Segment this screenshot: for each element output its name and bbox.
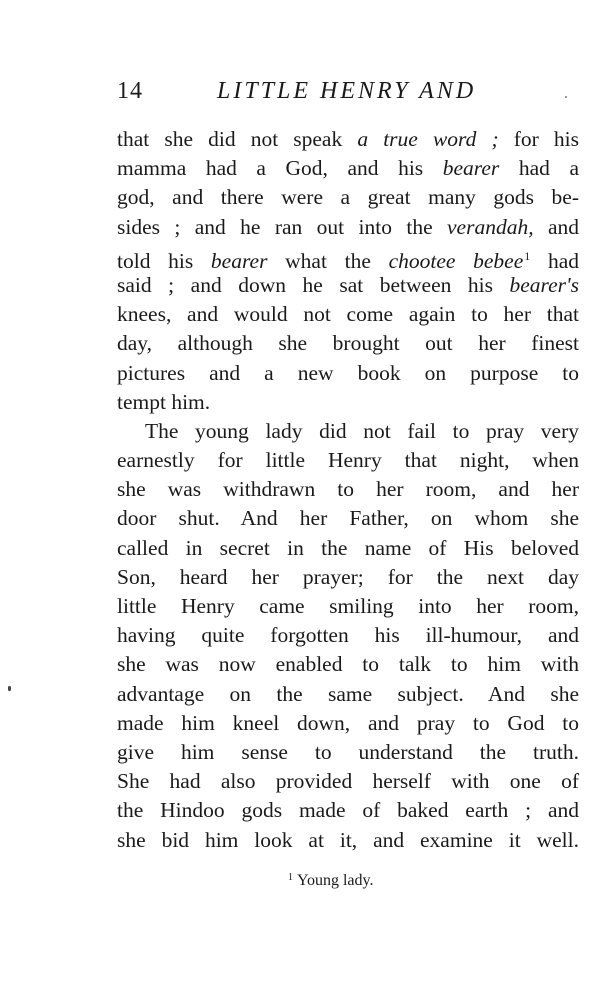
text-line: said ; and down he sat between his bearer's [117, 272, 579, 297]
text-line: she was now enabled to talk to him with [117, 652, 579, 677]
text-line: She had also provided herself with one of [117, 769, 579, 794]
footnote [288, 872, 373, 890]
text-line: tempt him. [117, 389, 211, 414]
footnote-text: Young lady. [297, 872, 374, 889]
text-line: door shut. And her Father, on whom she [117, 506, 579, 531]
footnote-marker: 1 [288, 872, 293, 883]
text-line: knees, and would not come again to her that [117, 302, 579, 327]
text-line: called in secret in the name of His beloved [117, 535, 579, 560]
text-line: day, although she brought out her finest [117, 331, 579, 356]
text-line: told his bearer what the chootee bebee$^1$ had [117, 248, 579, 273]
text-line: mamma had a God, and his bearer had a [117, 156, 579, 181]
page-header [117, 78, 487, 108]
text-line: she was withdrawn to her room, and her [117, 477, 579, 502]
text-line: earnestly for little Henry that night, when [117, 448, 579, 473]
running-head: LITTLE HENRY AND [217, 78, 477, 104]
ink-dot [565, 96, 567, 98]
text-line: give him sense to understand the truth. [117, 739, 579, 764]
text-line: made him kneel down, and pray to God to [117, 710, 579, 735]
text-line: The young lady did not fail to pray very [145, 418, 579, 443]
text-line: having quite forgotten his ill-humour, and [117, 623, 579, 648]
text-line: little Henry came smiling into her room, [117, 594, 579, 618]
text-line: god, and there were a great many gods be- [117, 185, 579, 210]
text-line: the Hindoo gods made of baked earth ; and [117, 798, 579, 823]
page-number: 14 [117, 78, 143, 104]
text-line: that she did not speak a true word ; for his [117, 127, 579, 151]
text-line: she bid him look at it, and examine it well. [117, 827, 579, 852]
text-line: Son, heard her prayer; for the next day [117, 564, 579, 589]
text-line: advantage on the same subject. And she [117, 681, 579, 706]
body-text [117, 125, 579, 855]
footnote-reference: 1 [524, 248, 531, 263]
text-line: sides ; and he ran out into the verandah, and [117, 214, 580, 239]
ink-speck [8, 686, 11, 691]
text-line: pictures and a new book on purpose to [117, 360, 579, 385]
